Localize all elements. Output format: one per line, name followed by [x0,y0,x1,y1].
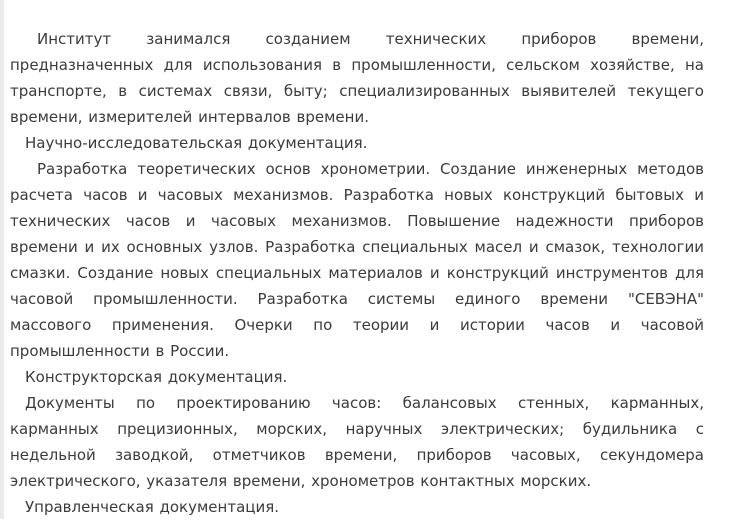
page-left-edge-strip [0,0,4,519]
heading-design-documentation: Конструкторская документация. [25,368,288,386]
heading-management-documentation: Управленческая документация. [25,498,280,516]
paragraph-institute-overview: Институт занимался созданием технических приборов времени, предназначенных для использования в промышленности, сельском хозяйстве, на транспорте, в системах связи, быту; специализированных выявителей текущего времени, измерителей интервалов времени. [10,30,704,126]
heading-research-documentation: Научно-исследовательская документация. [25,134,368,152]
paragraph-design-documents: Документы по проектированию часов: балансовых стенных, карманных, карманных прецизионных, морских, наручных электрических; будильника с недельной заводкой, отметчиков времени, приборов часовых, секундомера электрического, указателя времени, хронометров контактных морских. [10,394,704,490]
paragraph-research-topics: Разработка теоретических основ хронометрии. Создание инженерных методов расчета часов и часовых механизмов. Разработка новых конструкций бытовых и технических часов и часовых механизмов. Повышение надежности приборов времени и их основных узлов. Разработка специальных масел и смазок, технологии смазки. Создание новых специальных материалов и конструкций инструментов для часовой промышленности. Разработка системы единого времени "СЕВЭНА" массового применения. Очерки по теории и истории часов и часовой промышленности в России. [10,160,704,360]
